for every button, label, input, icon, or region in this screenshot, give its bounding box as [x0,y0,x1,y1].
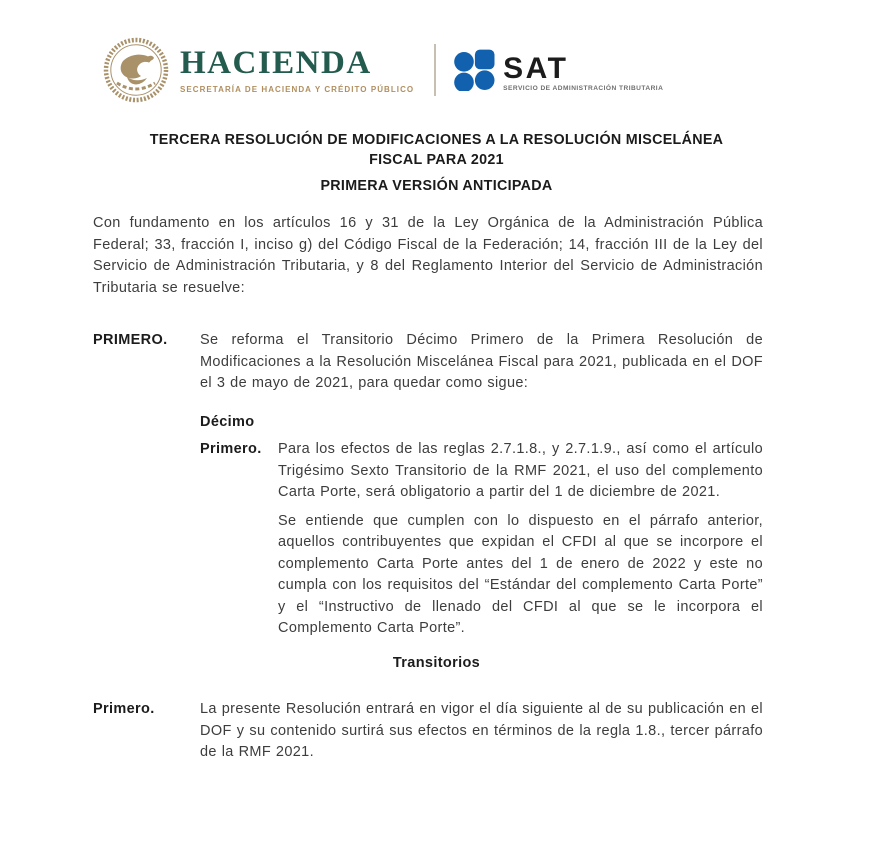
decimo-primero-block [200,412,763,640]
hacienda-tagline: SECRETARÍA DE HACIENDA Y CRÉDITO PÚBLICO [180,84,415,94]
sat-circles-icon [454,49,495,91]
decimo-label-line-2: Primero. [200,441,262,457]
document-title-line-1: TERCERA RESOLUCIÓN DE MODIFICACIONES A LA RESOLUCIÓN MISCELÁNEA [149,132,724,148]
resolutive-primero-row [93,330,763,395]
decimo-primero-row [200,439,763,504]
decimo-label-line-1: Décimo [200,413,255,430]
transitorio-primero-row [93,699,763,764]
document-subtitle: PRIMERA VERSIÓN ANTICIPADA [320,178,553,194]
transitorio-primero-label: Primero. [93,701,155,717]
hacienda-wordmark-block [180,44,415,94]
hacienda-wordmark: HACIENDA [180,44,372,81]
sat-wordmark: SAT [503,51,569,85]
logo-divider [434,44,436,96]
document-header [0,0,873,106]
sat-wordmark-block [503,49,663,92]
document-title-block [0,130,873,196]
hacienda-logo [103,37,414,103]
resolutive-primero-text: Se reforma el Transitorio Décimo Primero de la Primera Resolución de Modificaciones a la Resolución Miscelánea Fiscal para 2021, publicada en el DOF el 3 de mayo de 2021, para quedar como sigue: [200,332,763,391]
mexico-coat-of-arms-icon [103,37,169,103]
sat-tagline: SERVICIO DE ADMINISTRACIÓN TRIBUTARIA [503,84,664,92]
intro-paragraph: Con fundamento en los artículos 16 y 31 de la Ley Orgánica de la Administración Pública Federal; 33, fracción I, inciso g) del Código Fiscal de la Federación; 14, fracción III de la Ley del Servicio de Administración Tributaria, y 8 del Reglamento Interior del Servicio de Administración Tributaria se resuelve: [93,215,763,296]
resolutive-primero-label: PRIMERO. [93,332,168,348]
decimo-primero-paragraph-2: Se entiende que cumplen con lo dispuesto en el párrafo anterior, aquellos contribuyentes que expidan el CFDI al que se incorpore el complemento Carta Porte antes del 1 de enero de 2022 y este no cumpla con los requisitos del “Estándar del complemento Carta Porte” y el “Instructivo de llenado del CFDI al que se le incorpora el Complemento Carta Porte”. [278,512,763,636]
transitorio-primero-text: La presente Resolución entrará en vigor el día siguiente al de su publicación en el DOF y su contenido surtirá sus efectos en términos de la regla 1.8., tercer párrafo de la RMF 2021. [200,701,763,760]
transitorios-heading: Transitorios [392,654,481,671]
sat-logo [454,49,663,92]
document-title-line-2: FISCAL PARA 2021 [369,152,504,168]
decimo-primero-paragraph-1: Para los efectos de las reglas 2.7.1.8., y 2.7.1.9., así como el artículo Trigésimo Sexto Transitorio de la RMF 2021, el uso del complemento Carta Porte, será obligatorio a partir del 1 de diciembre de 2021. [278,441,763,500]
